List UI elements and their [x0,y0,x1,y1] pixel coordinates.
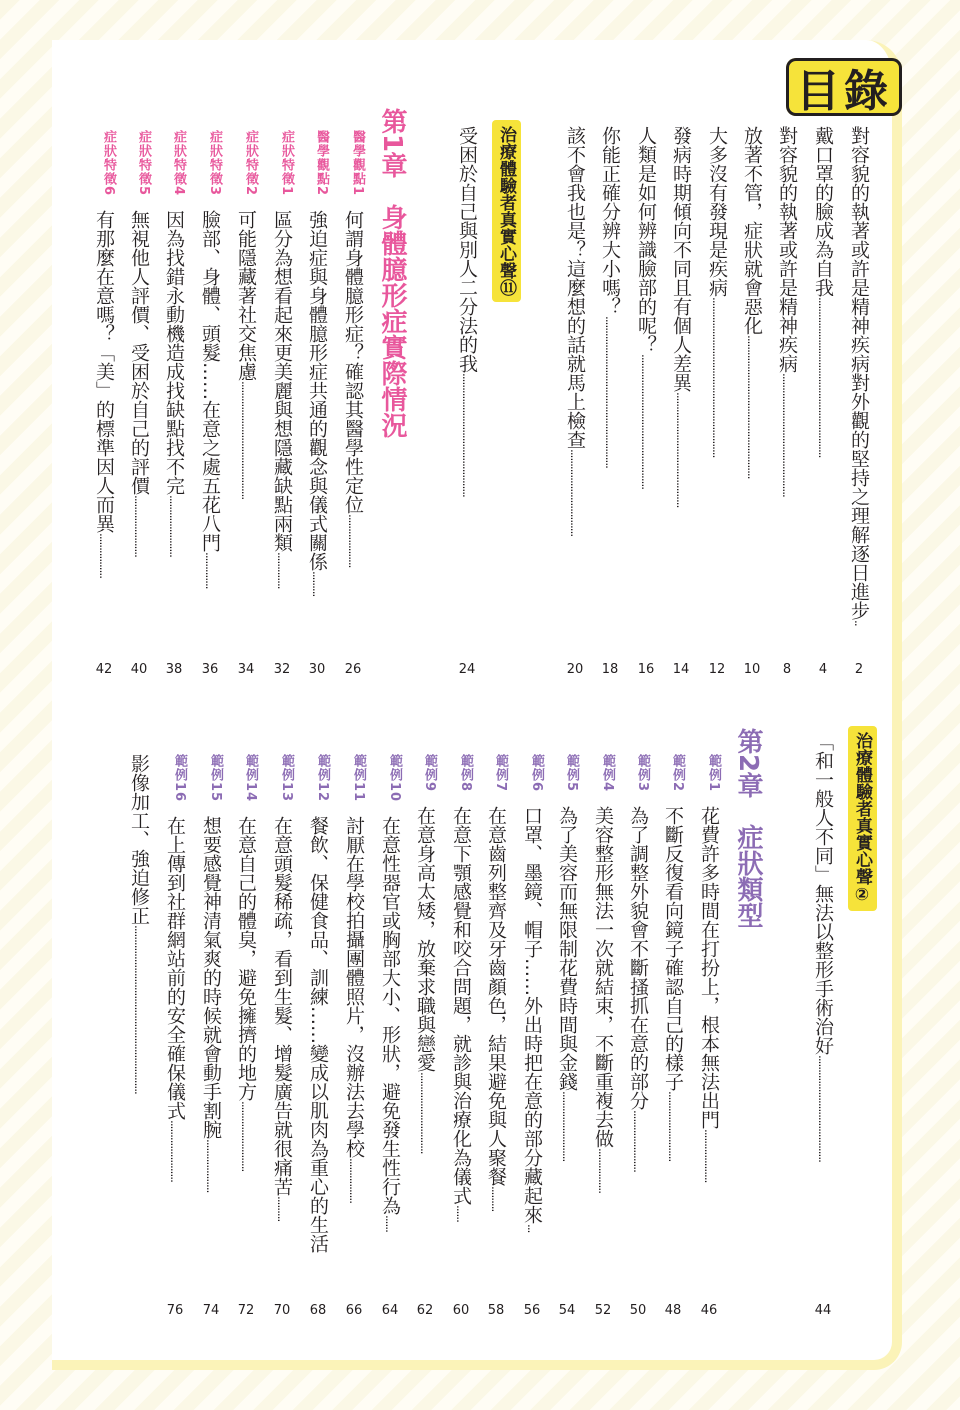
page-number: 24 [458,662,476,677]
page-number: 18 [601,662,619,677]
toc-entry[interactable] [235,754,257,1171]
toc-entry[interactable] [164,754,186,1182]
leader-dots: .......................................... [239,381,253,500]
entry-title: 在上傳到社群網站前的安全確保儀式 [164,816,186,1121]
entry-title: 在意齒列整齊及牙齒顏色，結果避免與人聚餐 [485,806,507,1187]
entry-title: 因為找錯永動機造成找缺點找不完 [163,210,185,496]
entry-title: 在意自己的體臭，避免擁擠的地方 [235,816,257,1102]
entry-title: 口罩、墨鏡、帽子……外出時把在意的部分藏起來 [521,806,543,1225]
entry-title: 花費許多時間在打扮上，根本無法出門 [698,806,720,1130]
leader-dots: ...................................... [816,1055,830,1162]
page-number: 44 [814,1303,832,1318]
entry-category-label: 範例13 [279,754,294,803]
leader-dots: ................... [702,1129,716,1183]
page-number: 62 [416,1303,434,1318]
page-number: 34 [237,662,255,677]
entry-category-label: 範例12 [315,754,330,803]
leader-dots: ......................................................... [816,297,830,458]
entry-title: 為了美容而無限制花費時間與金錢 [556,806,578,1092]
entry-title: 人類是如何辨識臉部的呢？ [635,126,657,354]
entry-category-label: 範例7 [493,754,508,793]
toc-entry[interactable] [592,754,614,1193]
entry-category-label: 醫學觀點1 [350,130,365,197]
entry-category-label: 範例9 [422,754,437,793]
toc-entry[interactable] [342,130,364,568]
entry-category-label: 症狀特徵2 [243,130,258,197]
page-number: 30 [308,662,326,677]
entry-title: 區分為想看起來更美麗與想隱藏缺點兩類 [271,210,293,553]
entry-title: 對容貌的執著或許是精神疾病對外觀的堅持之理解逐日進步 [848,126,870,620]
leader-dots: ................... [204,1139,218,1193]
toc-entry[interactable] [343,754,365,1203]
entry-title: 該不會我也是？這麼想的話就馬上檢查 [564,126,586,449]
page-number: 4 [818,662,828,677]
entry-title: 想要感覺神清氣爽的時候就會動手割腕 [200,816,222,1140]
leader-dots: ............................................ [780,373,794,497]
leader-dots: ................ [347,1158,361,1204]
leader-dots: ...................... [631,1110,645,1172]
page-number: 8 [782,662,792,677]
page-number: 70 [273,1303,291,1318]
entry-title: 放著不管，症狀就會惡化 [741,126,763,335]
leader-dots: ............................................ [460,373,474,497]
page-number: 10 [743,662,761,677]
entry-category-label: 症狀特徵4 [171,130,186,197]
toc-entry[interactable] [635,126,657,489]
leader-dots: ...................... [167,495,181,557]
entry-category-label: 醫學觀點2 [314,130,329,197]
page-number: 38 [165,662,183,677]
entry-category-label: 範例8 [458,754,473,793]
leader-dots: ...... [383,1215,397,1232]
entry-title: 何謂身體臆形症？確認其醫學性定位 [342,210,364,515]
entry-title: 討厭在學校拍攝團體照片，沒辦法去學校 [343,816,365,1159]
entry-category-label: 症狀特徵6 [101,130,116,197]
leader-dots: ...... [454,1205,468,1222]
leader-dots: ...................... [168,1120,182,1183]
entry-title: 在意性器官或胸部大小、形狀，避免發生性行為 [379,816,401,1216]
page-number: 12 [708,662,726,677]
page-title: 目錄 [786,58,902,116]
entry-title: 影像加工、強迫修正 [128,754,150,925]
entry-category-label: 範例15 [208,754,223,803]
leader-dots: ................... [346,514,360,568]
entry-title: 美容整形無法一次就結束，不斷重複去做 [592,806,614,1149]
leader-dots: .. [852,620,866,626]
entry-category-label: 範例10 [387,754,402,803]
entry-title: 不斷反復看向鏡子確認自己的樣子 [662,806,684,1092]
entry-title: 戴口罩的臉成為自我 [812,126,834,297]
entry-title: 在意頭髮稀疏，看到生髮、增髮廣告就很痛苦 [271,816,293,1197]
page-number: 56 [523,1303,541,1318]
entry-category-label: 範例3 [635,754,650,793]
page-number: 50 [629,1303,647,1318]
toc-entry[interactable] [414,754,436,1154]
toc-entry[interactable] [599,126,621,468]
toc-entry[interactable] [271,754,293,1221]
entry-category-label: 範例5 [564,754,579,793]
leader-dots: ......................................... [674,392,688,508]
entry-title: 對容貌的執著或許是精神疾病 [776,126,798,373]
toc-entry[interactable] [235,130,257,499]
chapter-2-title: 第2章 症狀類型 [733,728,763,929]
entry-category-label: 症狀特徵1 [279,130,294,197]
toc-entry[interactable] [741,126,763,479]
toc-entry[interactable] [812,732,834,1162]
leader-dots: ................................................... [745,335,759,479]
leader-dots: ......... [489,1186,503,1212]
toc-entry[interactable] [706,126,728,457]
chapter-1-title: 第1章 身體臆形症實際情況 [377,108,407,439]
entry-title: 你能正確分辨大小嗎？ [599,126,621,316]
page-number: 42 [95,662,113,677]
toc-entry[interactable] [848,126,870,626]
entry-category-label: 範例14 [243,754,258,803]
leader-dots: ............. [275,552,289,589]
entry-category-label: 範例16 [172,754,187,803]
leader-dots: ......................... [560,1091,574,1162]
page-number: 74 [202,1303,220,1318]
page-number: 32 [273,662,291,677]
toc-entry[interactable] [670,126,692,507]
entry-title: 餐飲、保健食品、訓練……變成以肌肉為重心的生活 [307,816,329,1254]
entry-title: 大多沒有發現是疾病 [706,126,728,297]
page-number: 40 [130,662,148,677]
page-number: 16 [637,662,655,677]
voice-heading: 治療體驗者真實心聲⑪ [492,120,521,302]
toc-entry[interactable] [200,754,222,1193]
entry-category-label: 範例6 [529,754,544,793]
toc-entry[interactable] [128,754,150,1094]
leader-dots: ............................. [418,1072,432,1154]
toc-entry[interactable] [812,126,834,457]
toc-entry[interactable] [93,130,115,578]
entry-title: 有那麼在意嗎？「美」的標準因人而異 [93,210,115,534]
entry-title: 無視他人評價、受困於自己的評價 [128,210,150,496]
entry-category-label: 範例1 [706,754,721,793]
toc-entry[interactable] [450,754,472,1222]
entry-title: 臉部、身體、頭髮……在意之處五花八門 [199,210,221,553]
entry-title: 「和一般人不同」無法以整形手術治好 [812,732,834,1055]
page-number: 2 [854,662,864,677]
toc-entry[interactable] [128,130,150,557]
toc-entry[interactable] [456,126,478,497]
entry-category-label: 症狀特徵3 [207,130,222,197]
toc-entry[interactable] [662,754,684,1161]
page-number: 36 [201,662,219,677]
toc-entry[interactable] [379,754,401,1232]
leader-dots: ...................................................... [603,316,617,468]
page-number: 14 [672,662,690,677]
leader-dots: ......................... [666,1091,680,1162]
page-number: 54 [558,1303,576,1318]
leader-dots: ................................................ [639,354,653,490]
leader-dots: ......... [275,1196,289,1222]
leader-dots: ...................... [132,495,146,557]
toc-entry[interactable] [521,754,543,1233]
page-number: 68 [309,1303,327,1318]
toc-entry[interactable] [485,754,507,1211]
entry-category-label: 範例2 [670,754,685,793]
toc-entry[interactable] [698,754,720,1183]
entry-title: 可能隱藏著社交焦慮 [235,210,257,382]
page-number: 58 [487,1303,505,1318]
entry-title: 強迫症與身體臆形症共通的觀念與儀式關係 [306,210,328,572]
toc-entry[interactable] [307,754,329,1253]
leader-dots: ............................... [568,449,582,537]
toc-entry[interactable] [271,130,293,589]
page-number: 76 [166,1303,184,1318]
page-number: 20 [566,662,584,677]
entry-category-label: 範例11 [351,754,366,803]
entry-category-label: 範例4 [600,754,615,793]
entry-title: 為了調整外貌會不斷搔抓在意的部分 [627,806,649,1111]
page-number: 60 [452,1303,470,1318]
toc-entry[interactable] [306,130,328,596]
entry-title: 發病時期傾向不同且有個人差異 [670,126,692,392]
page-number: 66 [345,1303,363,1318]
toc-entry[interactable] [627,754,649,1172]
leader-dots: ............................................................ [132,925,146,1094]
page-number: 48 [664,1303,682,1318]
leader-dots: ......................................................... [710,297,724,458]
entry-category-label: 症狀特徵5 [136,130,151,197]
page-number: 72 [237,1303,255,1318]
toc-entry[interactable] [776,126,798,497]
leader-dots: ................ [97,533,111,579]
toc-entry[interactable] [556,754,578,1161]
page-number: 26 [344,662,362,677]
toc-entry[interactable] [564,126,586,536]
leader-dots: ......................... [239,1101,253,1172]
page-number: 64 [381,1303,399,1318]
entry-title: 在意身高太矮，放棄求職與戀愛 [414,806,436,1073]
page-number: 52 [594,1303,612,1318]
entry-title: 受困於自己與別人二分法的我 [456,126,478,373]
leader-dots: ... [525,1224,539,1233]
leader-dots: ............. [203,552,217,589]
toc-entry[interactable] [163,130,185,557]
page-number: 46 [700,1303,718,1318]
voice-heading: 治療體驗者真實心聲② [848,726,877,911]
toc-entry[interactable] [199,130,221,589]
leader-dots: ................ [596,1148,610,1194]
entry-title: 在意下顎感覺和咬合問題，就診與治療化為儀式 [450,806,472,1206]
leader-dots: ......... [310,571,324,597]
